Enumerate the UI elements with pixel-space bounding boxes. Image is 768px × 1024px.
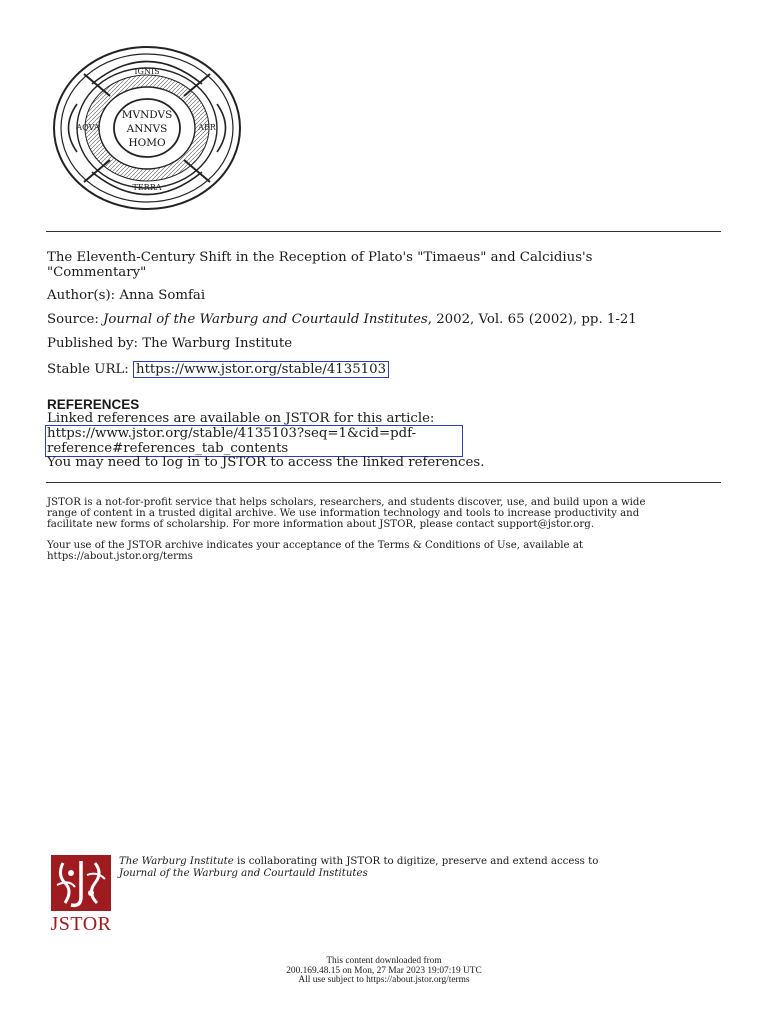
emblem-line-2: ANNVS bbox=[126, 123, 168, 135]
terms-line-1: Your use of the JSTOR archive indicates your acceptance of the Terms & Conditions of Use, available at bbox=[47, 540, 583, 551]
collaboration-note bbox=[119, 856, 739, 879]
publisher-name: The Warburg Institute bbox=[142, 336, 293, 351]
emblem-line-1: MVNDVS bbox=[121, 109, 173, 121]
author-label: Author(s): bbox=[47, 288, 116, 303]
collab-line-1 bbox=[119, 856, 739, 868]
collab-text: is collaborating with JSTOR to digitize, preserve and extend access to bbox=[233, 856, 599, 867]
collab-line-2 bbox=[119, 868, 739, 880]
references-heading: REFERENCES bbox=[47, 397, 140, 412]
source-details: , 2002, Vol. 65 (2002), pp. 1-21 bbox=[427, 312, 637, 327]
stable-url-label: Stable URL: bbox=[47, 362, 129, 377]
references-link-line-1[interactable]: https://www.jstor.org/stable/4135103?seq=1&cid=pdf- bbox=[47, 426, 417, 441]
collab-institute: The Warburg Institute bbox=[119, 856, 234, 867]
emblem-word-left: AQVA bbox=[76, 123, 100, 132]
notice-line-2: range of content in a trusted digital archive. We use information technology and tools to increase productivity and bbox=[47, 508, 640, 519]
emblem-line-3: HOMO bbox=[128, 137, 166, 149]
article-title bbox=[47, 250, 727, 280]
collab-journal: Journal of the Warburg and Courtauld Institutes bbox=[119, 867, 368, 879]
notice-line-1: JSTOR is a not-for-profit service that helps scholars, researchers, and students discover, use, and build upon a wide bbox=[47, 497, 646, 508]
download-notice bbox=[0, 957, 768, 986]
middle-divider bbox=[46, 482, 721, 483]
jstor-logo bbox=[48, 855, 114, 935]
jstor-logo-icon bbox=[51, 855, 111, 911]
author-name: Anna Somfai bbox=[119, 288, 206, 303]
download-line-2: 200.169.48.15 on Mon, 27 Mar 2023 19:07:19 UTC bbox=[286, 965, 482, 976]
source-journal: Journal of the Warburg and Courtauld Institutes bbox=[103, 312, 428, 327]
download-line-1: This content downloaded from bbox=[326, 956, 442, 966]
emblem-word-bottom: TERRA bbox=[132, 183, 162, 192]
top-divider bbox=[46, 231, 721, 232]
jstor-logo-text: JSTOR bbox=[50, 913, 112, 935]
title-line-2: "Commentary" bbox=[47, 265, 147, 280]
author-line bbox=[47, 288, 727, 303]
references-link-line-2[interactable]: reference#references_tab_contents bbox=[47, 441, 289, 456]
publisher-label: Published by: bbox=[47, 336, 139, 351]
emblem-word-right: AER bbox=[198, 123, 216, 132]
terms-notice bbox=[47, 540, 727, 562]
terms-line-2: https://about.jstor.org/terms bbox=[47, 551, 193, 562]
stable-url-line bbox=[47, 362, 727, 377]
references-link[interactable] bbox=[45, 425, 463, 457]
emblem-word-top: IGNIS bbox=[134, 67, 160, 76]
publisher-line bbox=[47, 336, 727, 351]
references-login-note: You may need to log in to JSTOR to access the linked references. bbox=[47, 455, 485, 470]
references-intro: Linked references are available on JSTOR for this article: bbox=[47, 411, 435, 426]
download-line-3: All use subject to https://about.jstor.org/terms bbox=[298, 975, 470, 986]
cover-emblem bbox=[52, 44, 242, 212]
source-label: Source: bbox=[47, 312, 99, 327]
source-line bbox=[47, 312, 727, 327]
jstor-notice bbox=[47, 497, 727, 530]
stable-url-link[interactable]: https://www.jstor.org/stable/4135103 bbox=[133, 361, 389, 378]
title-line-1: The Eleventh-Century Shift in the Reception of Plato's "Timaeus" and Calcidius's bbox=[47, 250, 593, 265]
notice-line-3: facilitate new forms of scholarship. For more information about JSTOR, please contact support@jstor.org. bbox=[47, 519, 595, 530]
